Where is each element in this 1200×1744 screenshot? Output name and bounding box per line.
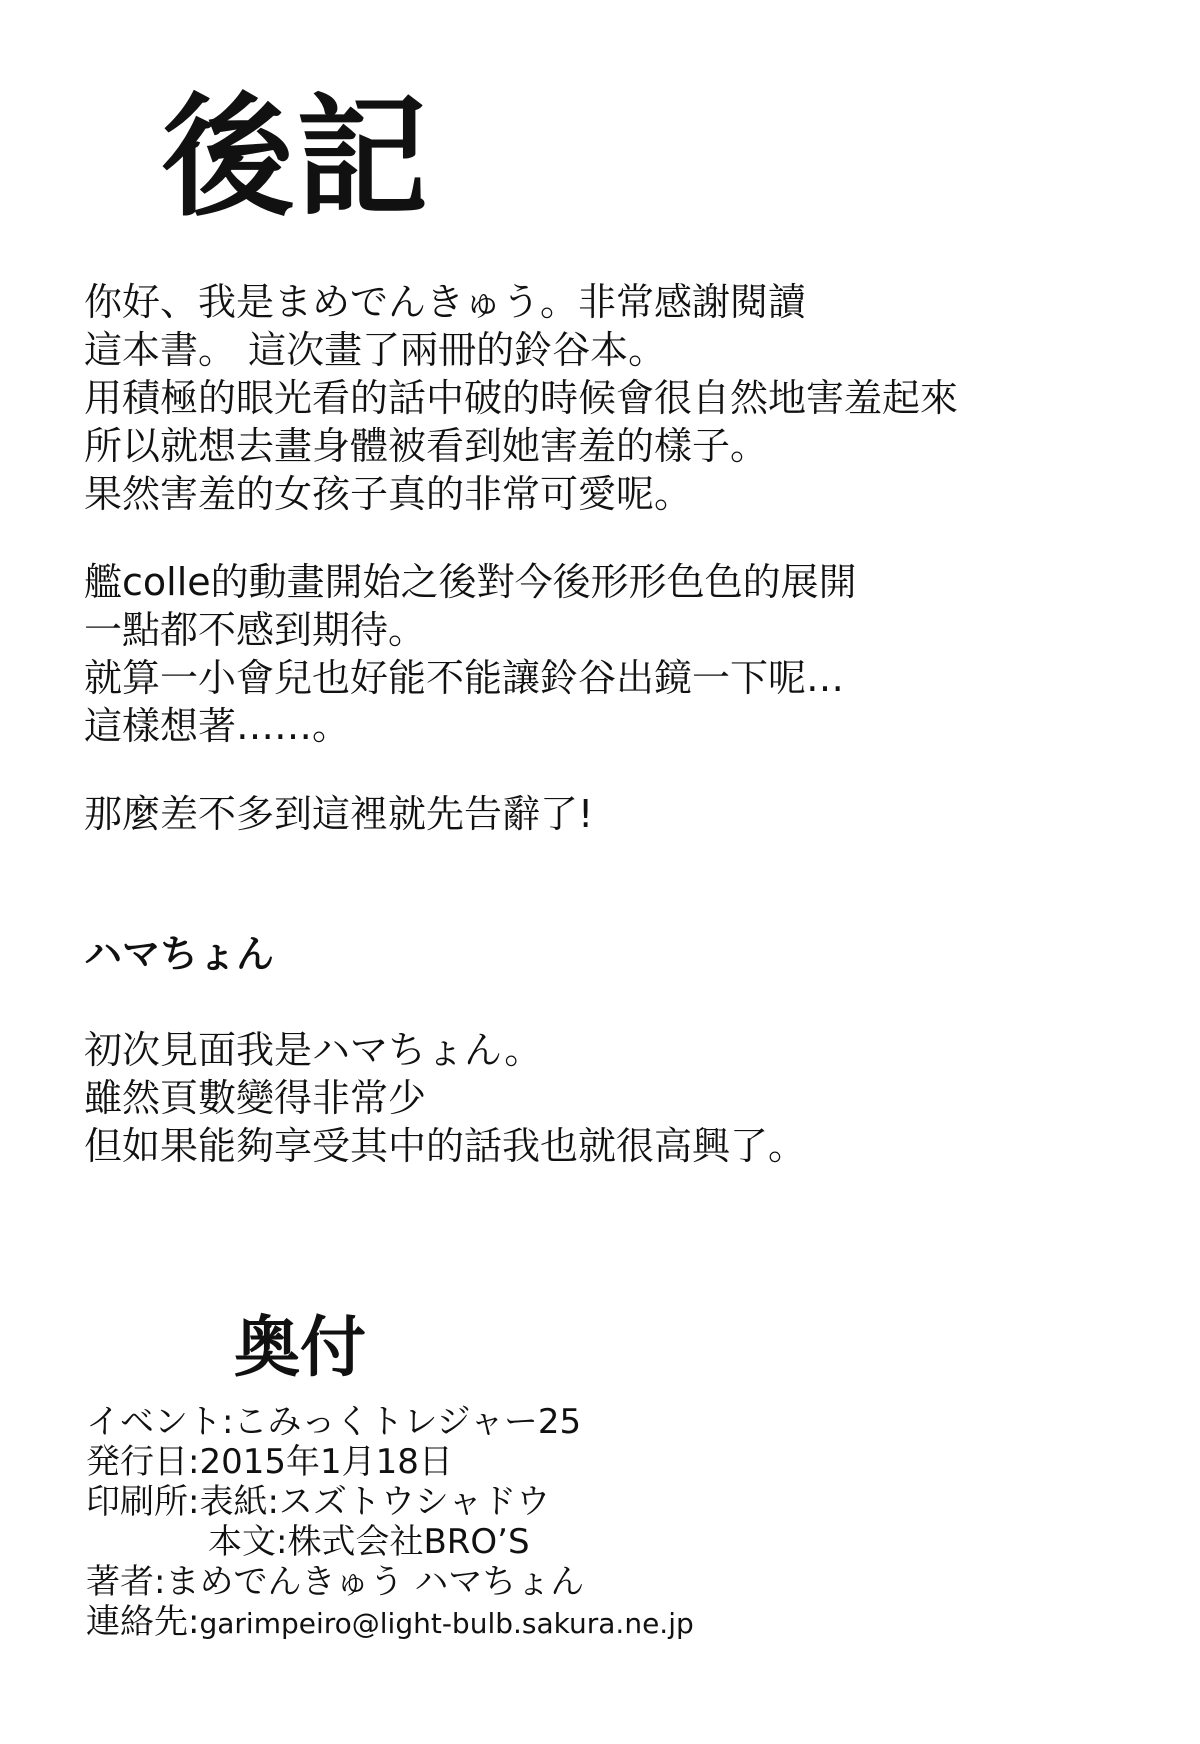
paragraph-line: 一點都不感到期待。 xyxy=(84,608,427,652)
paragraph-line: 所以就想去畫身體被看到她害羞的樣子。 xyxy=(84,424,769,468)
colophon-contact xyxy=(86,1602,694,1642)
paragraph-line: 雖然頁數變得非常少 xyxy=(84,1076,427,1120)
paragraph-line: 初次見面我是ハマちょん。 xyxy=(84,1028,543,1072)
colophon-contact-email: garimpeiro@light-bulb.sakura.ne.jp xyxy=(199,1607,694,1640)
paragraph-line: 但如果能夠享受其中的話我也就很高興了。 xyxy=(84,1124,807,1168)
afterword-title: 後記 xyxy=(162,81,430,235)
afterword-paragraph-1 xyxy=(84,278,958,518)
afterword-paragraph-3 xyxy=(84,790,593,838)
colophon-publish-date: 発行日:2015年1月18日 xyxy=(86,1442,453,1482)
colophon-printer-cover: 印刷所:表紙:スズトウシャドウ xyxy=(86,1482,551,1522)
colophon-event: イベント:こみっくトレジャー25 xyxy=(86,1402,582,1442)
colophon-authors: 著者:まめでんきゅう ハマちょん xyxy=(86,1562,585,1602)
colophon-contact-label: 連絡先: xyxy=(86,1602,200,1642)
paragraph-line: 艦colle的動畫開始之後對今後形形色色的展開 xyxy=(84,560,857,604)
colophon-block xyxy=(86,1402,694,1642)
afterword-paragraph-4 xyxy=(84,1026,806,1170)
paragraph-line: 果然害羞的女孩子真的非常可愛呢。 xyxy=(84,472,693,516)
afterword-paragraph-2 xyxy=(84,558,857,750)
paragraph-line: 你好、我是まめでんきゅう。非常感謝閱讀 xyxy=(84,280,807,324)
colophon-title: 奥付 xyxy=(234,1309,366,1386)
colophon-printer-body: 本文:株式会社BRO’S xyxy=(208,1522,530,1562)
paragraph-line: 那麼差不多到這裡就先告辭了! xyxy=(84,792,594,836)
second-author-heading: ハマちょん xyxy=(84,932,275,976)
paragraph-line: 就算一小會兒也好能不能讓鈴谷出鏡一下呢… xyxy=(84,656,845,700)
paragraph-line: 用積極的眼光看的話中破的時候會很自然地害羞起來 xyxy=(84,376,959,420)
paragraph-line: 這樣想著……。 xyxy=(84,704,351,748)
paragraph-line: 這本書。 這次畫了兩冊的鈴谷本。 xyxy=(84,328,667,372)
